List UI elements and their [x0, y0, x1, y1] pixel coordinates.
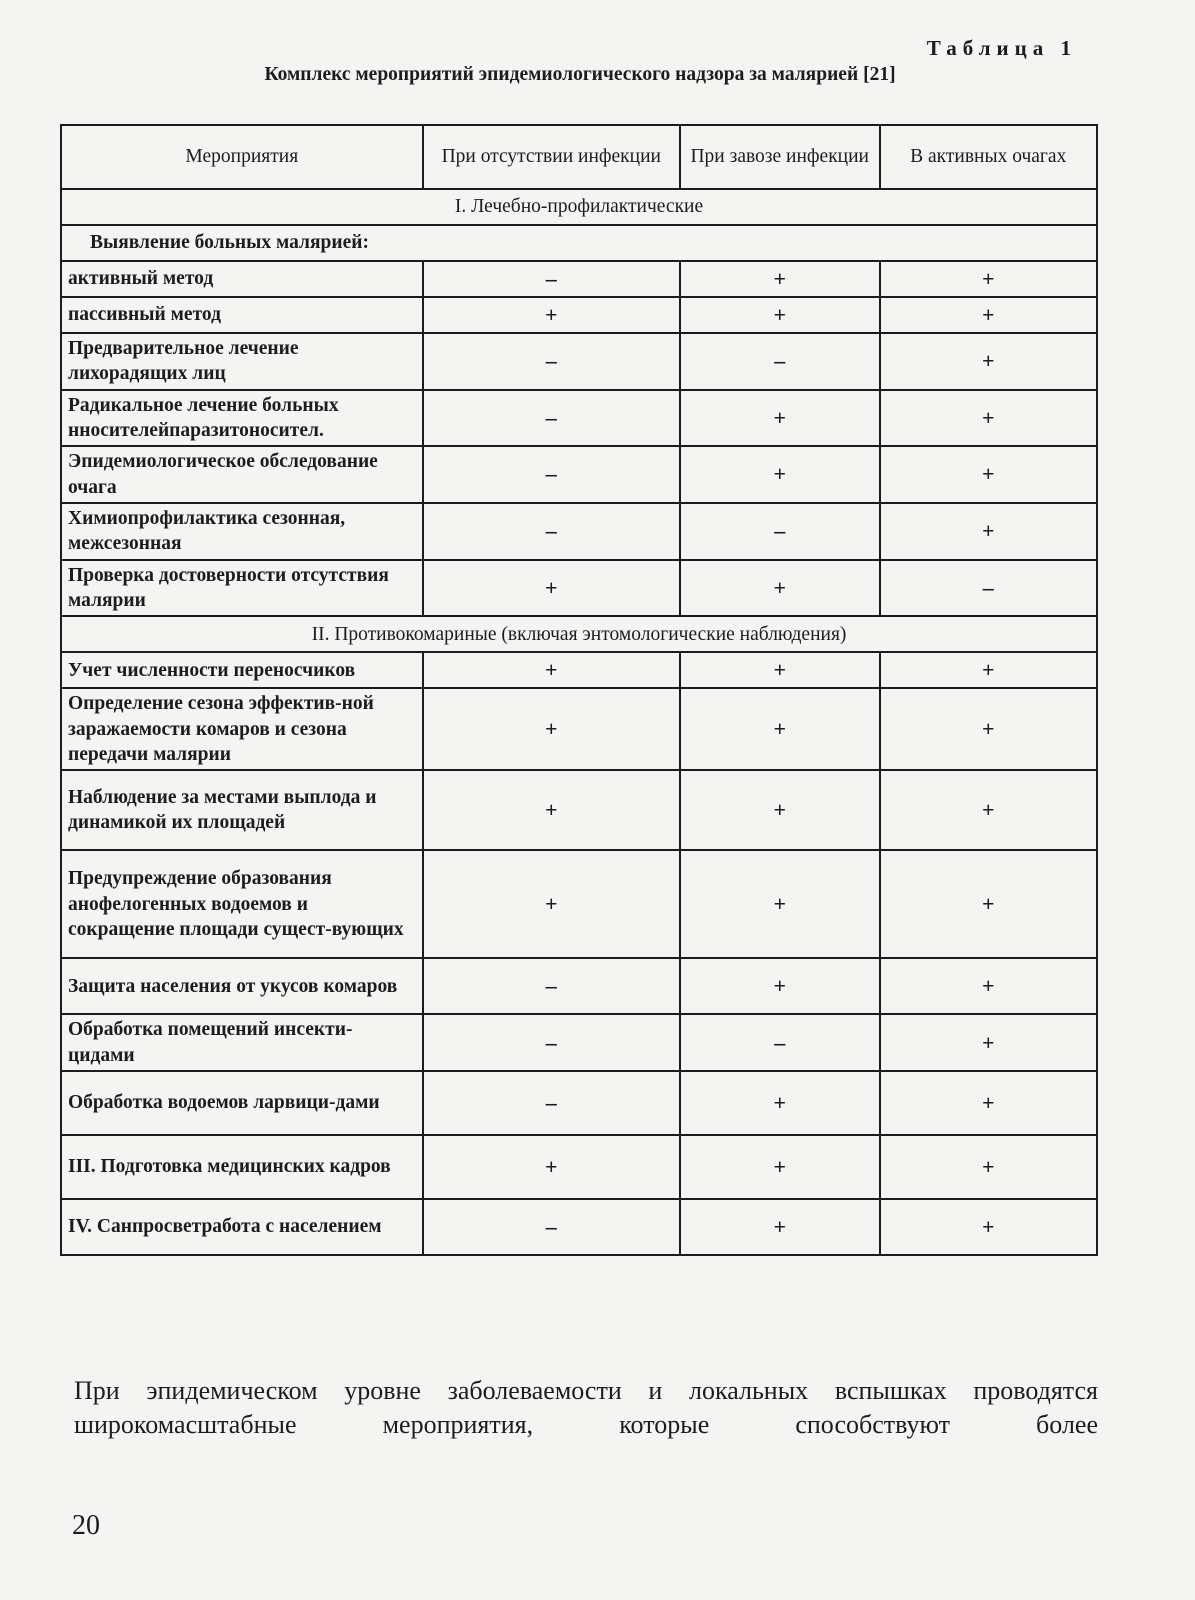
table-header-row — [61, 125, 1097, 189]
table-row — [61, 1135, 1097, 1199]
measure-name: Предупреждение образования анофелогенных водоемов и сокращение площади сущест-вующих — [61, 850, 423, 958]
cell-value: + — [423, 297, 680, 333]
measure-name: Защита населения от укусов комаров — [61, 958, 423, 1014]
cell-value: + — [423, 770, 680, 850]
cell-value: + — [680, 261, 880, 297]
table-row — [61, 390, 1097, 447]
measure-name: IV. Санпросветработа с населением — [61, 1199, 423, 1255]
cell-value: – — [423, 333, 680, 390]
header-no-infection: При отсутствии инфекции — [423, 125, 680, 189]
cell-value: + — [880, 770, 1098, 850]
table-row — [61, 1199, 1097, 1255]
measure-name: активный метод — [61, 261, 423, 297]
table-row — [61, 688, 1097, 770]
cell-value: – — [423, 261, 680, 297]
table-row — [61, 770, 1097, 850]
cell-value: + — [680, 850, 880, 958]
table-title: Комплекс мероприятий эпидемиологического надзора за малярией [21] — [264, 64, 896, 85]
measure-name: Обработка водоемов ларвици-дами — [61, 1071, 423, 1135]
cell-value: + — [680, 958, 880, 1014]
section-row — [61, 616, 1097, 652]
cell-value: + — [423, 850, 680, 958]
measure-name: Проверка достоверности отсутствия малярии — [61, 560, 423, 617]
section-heading: II. Противокомариные (включая энтомологические наблюдения) — [61, 616, 1097, 652]
cell-value: + — [680, 688, 880, 770]
cell-value: + — [880, 446, 1098, 503]
cell-value: + — [880, 652, 1098, 688]
cell-value: – — [423, 446, 680, 503]
cell-value: + — [880, 1135, 1098, 1199]
cell-value: – — [880, 560, 1098, 617]
cell-value: + — [423, 688, 680, 770]
cell-value: + — [423, 652, 680, 688]
cell-value: + — [680, 1199, 880, 1255]
body-paragraph: При эпидемическом уровне заболеваемости и локальных вспышках проводятся широкомасштабные мероприятия, которые способствуют более — [74, 1376, 1098, 1439]
measure-name: пассивный метод — [61, 297, 423, 333]
cell-value: + — [880, 1071, 1098, 1135]
table-row — [61, 850, 1097, 958]
measure-name: Определение сезона эффектив-ной заражаемости комаров и сезона передачи малярии — [61, 688, 423, 770]
measure-name: Предварительное лечение лихорадящих лиц — [61, 333, 423, 390]
cell-value: + — [880, 1014, 1098, 1071]
measure-name: Учет численности переносчиков — [61, 652, 423, 688]
cell-value: + — [680, 652, 880, 688]
table-row — [61, 652, 1097, 688]
cell-value: – — [423, 503, 680, 560]
measures-table — [60, 124, 1098, 1256]
cell-value: – — [423, 1014, 680, 1071]
cell-value: + — [880, 850, 1098, 958]
cell-value: + — [680, 1135, 880, 1199]
table-label: Таблица 1 — [926, 36, 1077, 60]
cell-value: + — [880, 1199, 1098, 1255]
cell-value: – — [423, 390, 680, 447]
cell-value: + — [880, 390, 1098, 447]
subsection-heading: Выявление больных малярией: — [61, 225, 1097, 261]
cell-value: – — [423, 1199, 680, 1255]
cell-value: + — [680, 446, 880, 503]
cell-value: + — [880, 297, 1098, 333]
subsection-row — [61, 225, 1097, 261]
cell-value: – — [680, 503, 880, 560]
cell-value: + — [680, 560, 880, 617]
section-row — [61, 189, 1097, 225]
measure-name: Эпидемиологическое обследование очага — [61, 446, 423, 503]
table-row — [61, 261, 1097, 297]
cell-value: + — [880, 333, 1098, 390]
cell-value: + — [880, 958, 1098, 1014]
table-row — [61, 503, 1097, 560]
table-row — [61, 446, 1097, 503]
cell-value: + — [423, 560, 680, 617]
cell-value: + — [423, 1135, 680, 1199]
cell-value: + — [680, 770, 880, 850]
cell-value: – — [680, 1014, 880, 1071]
cell-value: – — [423, 1071, 680, 1135]
cell-value: + — [880, 261, 1098, 297]
measure-name: Обработка помещений инсекти-цидами — [61, 1014, 423, 1071]
header-measures: Мероприятия — [61, 125, 423, 189]
table-row — [61, 297, 1097, 333]
cell-value: + — [680, 390, 880, 447]
cell-value: + — [680, 1071, 880, 1135]
page-number: 20 — [72, 1510, 100, 1541]
measure-name: Химиопрофилактика сезонная, межсезонная — [61, 503, 423, 560]
cell-value: – — [423, 958, 680, 1014]
table-row — [61, 958, 1097, 1014]
cell-value: + — [680, 297, 880, 333]
table-row — [61, 333, 1097, 390]
cell-value: – — [680, 333, 880, 390]
header-active-foci: В активных очагах — [880, 125, 1098, 189]
table-row — [61, 1014, 1097, 1071]
table-row — [61, 560, 1097, 617]
table-row — [61, 1071, 1097, 1135]
cell-value: + — [880, 503, 1098, 560]
measure-name: Радикальное лечение больных нносителейпаразитоносител. — [61, 390, 423, 447]
cell-value: + — [880, 688, 1098, 770]
section-heading: I. Лечебно-профилактические — [61, 189, 1097, 225]
measure-name: III. Подготовка медицинских кадров — [61, 1135, 423, 1199]
header-imported-infection: При завозе инфекции — [680, 125, 880, 189]
measure-name: Наблюдение за местами выплода и динамикой их площадей — [61, 770, 423, 850]
